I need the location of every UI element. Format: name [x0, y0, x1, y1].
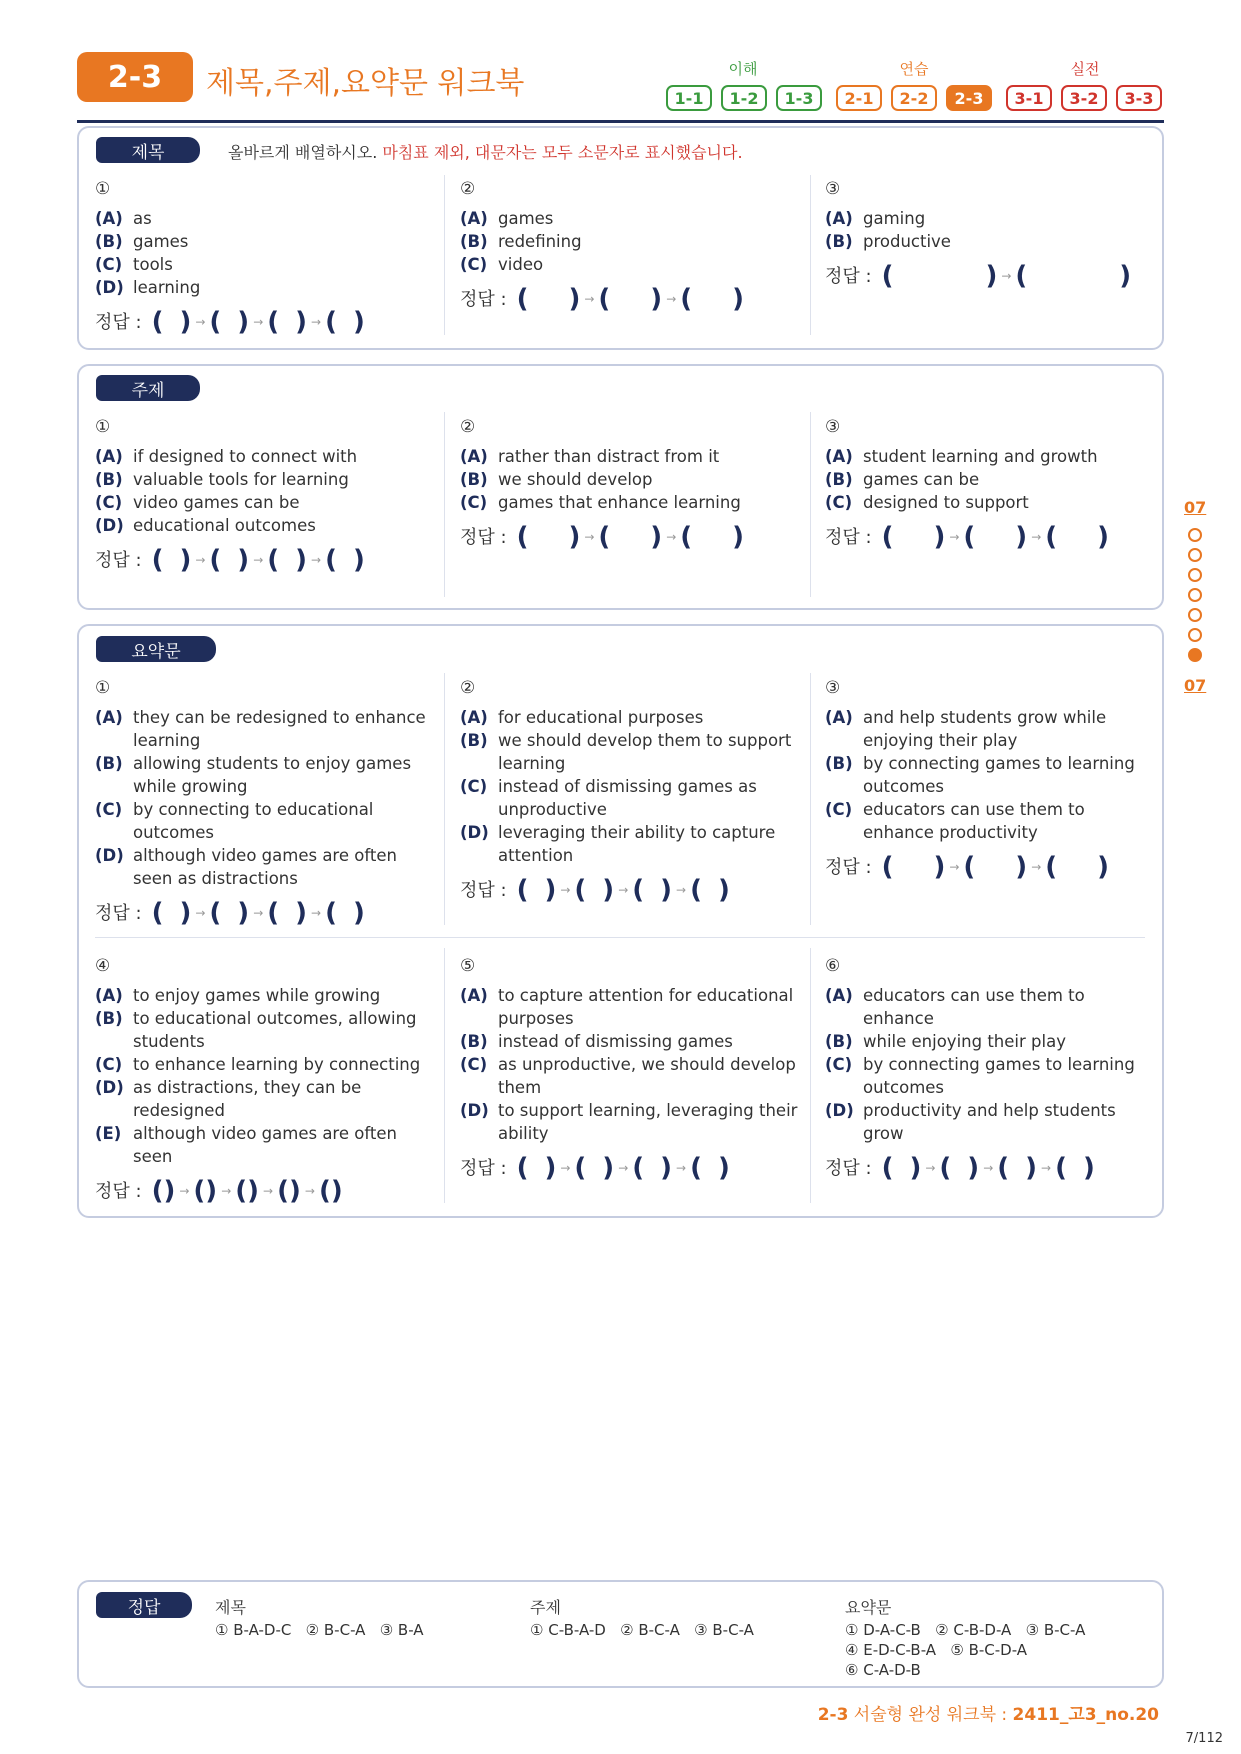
key-title-values: ① B-A-D-C ② B-C-A ③ B-A: [215, 1621, 424, 1639]
answer-label: 정답 :: [460, 1158, 507, 1179]
instruction-text: [228, 140, 743, 163]
theme-question-2: [460, 416, 800, 552]
option-text: although video games are often seen: [133, 1124, 397, 1166]
group-label-practice: 연습: [899, 60, 929, 78]
option-text: for educational purposes: [498, 708, 704, 727]
step-tab-1-3[interactable]: 1-3: [776, 85, 822, 111]
option-label: (B): [825, 1032, 853, 1051]
answer-label: 정답 :: [95, 903, 142, 924]
option-text: and help students grow while enjoying their play: [863, 708, 1107, 750]
option-label: (A): [460, 708, 488, 727]
question-number: ②: [460, 678, 476, 698]
option-label: (A): [825, 986, 853, 1005]
option-text: games: [133, 232, 189, 251]
option-label: (C): [460, 777, 488, 796]
answer-row[interactable]: 정답 : ( ) → ( ) → ( ) → ( ): [95, 898, 365, 928]
option-label: (B): [460, 470, 488, 489]
option-label: (C): [825, 493, 853, 512]
answer-key-tag: 정답: [96, 1592, 192, 1618]
column-divider: [810, 175, 811, 335]
summary-question-6: [825, 955, 1155, 1183]
option-item: [825, 445, 1155, 468]
answer-label: 정답 :: [460, 527, 507, 548]
page-number: 7/112: [1185, 1731, 1223, 1746]
option-text: educators can use them to enhance: [863, 986, 1085, 1028]
option-label: (A): [460, 209, 488, 228]
question-number: ②: [460, 179, 476, 199]
option-text: educational outcomes: [133, 516, 316, 535]
progress-dot-current: [1188, 648, 1202, 662]
answer-label: 정답 :: [825, 1158, 872, 1179]
option-label: (C): [825, 800, 853, 819]
progress-dot: [1188, 628, 1202, 642]
answer-label: 정답 :: [825, 266, 872, 287]
question-number: ①: [95, 417, 111, 437]
column-divider: [810, 948, 811, 1203]
option-text: by connecting games to learning outcomes: [863, 1055, 1135, 1097]
option-text: learning: [133, 278, 201, 297]
theme-section-tag: 주제: [96, 375, 200, 401]
option-item: [95, 1122, 435, 1168]
group-label-understand: 이해: [728, 60, 758, 78]
summary-question-4: [95, 955, 435, 1206]
option-item: [460, 1030, 800, 1053]
title-question-2: [460, 178, 800, 314]
option-text: by connecting games to learning outcomes: [863, 754, 1135, 796]
answer-row[interactable]: 정답 : ( ) → ( ) → ( ) → ( ): [95, 307, 365, 337]
option-label: (D): [95, 278, 124, 297]
option-item: [825, 798, 1155, 844]
step-tab-3-1[interactable]: 3-1: [1006, 85, 1052, 111]
instruction-main: 올바르게 배열하시오.: [228, 143, 378, 162]
option-text: tools: [133, 255, 173, 274]
progress-dot: [1188, 588, 1202, 602]
progress-dot: [1188, 528, 1202, 542]
option-label: (A): [95, 986, 123, 1005]
step-tab-3-2[interactable]: 3-2: [1061, 85, 1107, 111]
option-item: [460, 207, 800, 230]
option-item: [460, 468, 800, 491]
column-divider: [444, 673, 445, 925]
option-label: (A): [825, 708, 853, 727]
option-text: they can be redesigned to enhance learning: [133, 708, 426, 750]
option-text: by connecting to educational outcomes: [133, 800, 374, 842]
page-title: 제목,주제,요약문 워크북: [206, 66, 525, 101]
option-item: [460, 491, 800, 514]
option-text: as distractions, they can be redesigned: [133, 1078, 362, 1120]
option-text: redefining: [498, 232, 582, 251]
option-label: (B): [825, 470, 853, 489]
option-text: productive: [863, 232, 951, 251]
column-divider: [444, 412, 445, 597]
column-divider: [444, 175, 445, 335]
option-item: [95, 1007, 435, 1053]
option-text: while enjoying their play: [863, 1032, 1066, 1051]
step-tab-2-1[interactable]: 2-1: [836, 85, 882, 111]
question-number: ①: [95, 179, 111, 199]
option-item: [825, 468, 1155, 491]
answer-row[interactable]: 정답 : ( ) → ( ) → ( ) → ( ) → ( ): [95, 1176, 343, 1206]
option-text: designed to support: [863, 493, 1029, 512]
option-item: [825, 984, 1155, 1030]
summary-question-3: [825, 677, 1155, 882]
option-text: games can be: [863, 470, 980, 489]
option-label: (D): [460, 823, 489, 842]
option-item: [95, 706, 435, 752]
step-tab-1-1[interactable]: 1-1: [666, 85, 712, 111]
option-item: [95, 844, 435, 890]
column-divider: [810, 412, 811, 597]
step-tab-2-2[interactable]: 2-2: [891, 85, 937, 111]
option-label: (D): [95, 846, 124, 865]
option-label: (B): [95, 754, 123, 773]
option-item: [460, 775, 800, 821]
footer-code: 2411_고3_no.20: [1012, 1705, 1159, 1725]
summary-question-1: [95, 677, 435, 928]
question-number: ⑤: [460, 956, 476, 976]
option-label: (C): [95, 1055, 123, 1074]
option-item: [95, 514, 435, 537]
answer-row[interactable]: 정답 : ( ) → ( ) → ( ): [460, 284, 745, 314]
question-number: ③: [825, 179, 841, 199]
answer-label: 정답 :: [95, 1181, 142, 1202]
option-label: (B): [825, 232, 853, 251]
answer-row[interactable]: 정답 : ( ) → ( ) → ( ) → ( ): [460, 1153, 730, 1183]
answer-row[interactable]: 정답 : ( ) → ( ) → ( ): [460, 522, 745, 552]
option-item: [95, 468, 435, 491]
option-label: (C): [460, 1055, 488, 1074]
title-question-1: [95, 178, 435, 337]
option-item: [95, 253, 435, 276]
option-text: to support learning, leveraging their ability: [498, 1101, 798, 1143]
option-label: (A): [460, 447, 488, 466]
option-item: [460, 821, 800, 867]
key-title-heading: 제목: [215, 1598, 246, 1617]
option-item: [460, 1053, 800, 1099]
option-item: [460, 1099, 800, 1145]
option-text: instead of dismissing games as unproductive: [498, 777, 757, 819]
option-item: [825, 1053, 1155, 1099]
answer-row[interactable]: 정답 : ( ) → ( ) → ( ) → ( ): [460, 875, 730, 905]
option-item: [95, 1053, 435, 1076]
summary-section-tag: 요약문: [96, 636, 216, 662]
option-label: (E): [95, 1124, 122, 1143]
answer-row[interactable]: 정답 : ( ) → ( ) → ( ) → ( ): [95, 545, 365, 575]
row-divider: [95, 937, 1145, 938]
option-text: gaming: [863, 209, 926, 228]
option-label: (C): [95, 493, 123, 512]
summary-question-5: [460, 955, 800, 1183]
option-item: [95, 798, 435, 844]
lesson-badge: 2-3: [77, 52, 193, 102]
option-item: [825, 752, 1155, 798]
option-item: [460, 230, 800, 253]
option-label: (D): [95, 1078, 124, 1097]
theme-question-3: [825, 416, 1155, 552]
option-item: [460, 706, 800, 729]
option-item: [95, 207, 435, 230]
chapter-index-bottom: 07: [1184, 676, 1207, 695]
option-text: student learning and growth: [863, 447, 1098, 466]
option-item: [95, 491, 435, 514]
option-text: rather than distract from it: [498, 447, 720, 466]
option-text: to enjoy games while growing: [133, 986, 381, 1005]
step-tab-1-2[interactable]: 1-2: [721, 85, 767, 111]
answer-label: 정답 :: [95, 312, 142, 333]
question-number: ③: [825, 678, 841, 698]
theme-question-1: [95, 416, 435, 575]
column-divider: [444, 948, 445, 1203]
summary-question-2: [460, 677, 800, 905]
option-item: [95, 230, 435, 253]
option-item: [95, 752, 435, 798]
question-number: ③: [825, 417, 841, 437]
option-text: as unproductive, we should develop them: [498, 1055, 796, 1097]
option-label: (B): [95, 232, 123, 251]
option-text: video: [498, 255, 544, 274]
option-text: to educational outcomes, allowing students: [133, 1009, 417, 1051]
option-label: (A): [460, 986, 488, 1005]
option-text: educators can use them to enhance productivity: [863, 800, 1085, 842]
chapter-index-top: 07: [1184, 498, 1207, 517]
footer-mid: 서술형 완성 워크북 :: [848, 1705, 1013, 1725]
option-text: we should develop: [498, 470, 653, 489]
title-section-tag: 제목: [96, 137, 200, 163]
answer-label: 정답 :: [825, 527, 872, 548]
option-label: (B): [460, 731, 488, 750]
option-item: [825, 1099, 1155, 1145]
answer-row[interactable]: 정답 : ( ) → ( ) → ( ): [825, 522, 1110, 552]
option-item: [460, 984, 800, 1030]
title-question-3: [825, 178, 1155, 291]
key-summary-values-2: ④ E-D-C-B-A ⑤ B-C-D-A: [845, 1641, 1028, 1659]
option-item: [825, 207, 1155, 230]
option-label: (A): [95, 447, 123, 466]
option-text: we should develop them to support learning: [498, 731, 792, 773]
option-item: [460, 445, 800, 468]
question-number: ④: [95, 956, 111, 976]
option-text: games that enhance learning: [498, 493, 741, 512]
option-item: [95, 984, 435, 1007]
progress-dot: [1188, 608, 1202, 622]
answer-row[interactable]: 정답 : ( ) → ( ) → ( ): [825, 852, 1110, 882]
footer-text: [818, 1700, 1159, 1725]
footer-prefix: 2-3: [817, 1705, 849, 1725]
key-summary-heading: 요약문: [845, 1598, 892, 1617]
option-text: instead of dismissing games: [498, 1032, 733, 1051]
option-item: [460, 253, 800, 276]
option-text: to enhance learning by connecting: [133, 1055, 421, 1074]
option-text: games: [498, 209, 554, 228]
option-text: productivity and help students grow: [863, 1101, 1116, 1143]
progress-dot: [1188, 548, 1202, 562]
option-label: (B): [95, 1009, 123, 1028]
option-text: although video games are often seen as distractions: [133, 846, 397, 888]
question-number: ①: [95, 678, 111, 698]
option-label: (C): [460, 255, 488, 274]
key-theme-heading: 주제: [530, 1598, 561, 1617]
option-label: (B): [825, 754, 853, 773]
answer-label: 정답 :: [460, 880, 507, 901]
option-text: allowing students to enjoy games while growing: [133, 754, 412, 796]
option-label: (B): [95, 470, 123, 489]
option-label: (D): [95, 516, 124, 535]
option-text: leveraging their ability to capture attention: [498, 823, 776, 865]
answer-row[interactable]: 정답 : ( ) → ( ): [825, 261, 1132, 291]
question-number: ⑥: [825, 956, 841, 976]
option-label: (B): [460, 1032, 488, 1051]
column-divider: [810, 673, 811, 925]
option-label: (A): [95, 209, 123, 228]
step-tab-3-3[interactable]: 3-3: [1116, 85, 1162, 111]
option-item: [95, 276, 435, 299]
option-label: (A): [95, 708, 123, 727]
group-label-real: 실전: [1070, 60, 1100, 78]
option-text: if designed to connect with: [133, 447, 358, 466]
option-text: to capture attention for educational purposes: [498, 986, 794, 1028]
option-item: [825, 491, 1155, 514]
key-summary-values-1: ① D-A-C-B ② C-B-D-A ③ B-C-A: [845, 1621, 1086, 1639]
option-item: [825, 1030, 1155, 1053]
option-item: [460, 729, 800, 775]
key-summary-values-3: ⑥ C-A-D-B: [845, 1661, 921, 1679]
option-label: (A): [825, 447, 853, 466]
option-label: (C): [95, 800, 123, 819]
option-label: (C): [460, 493, 488, 512]
answer-row[interactable]: 정답 : ( ) → ( ) → ( ) → ( ): [825, 1153, 1095, 1183]
option-label: (C): [95, 255, 123, 274]
option-label: (D): [825, 1101, 854, 1120]
option-label: (A): [825, 209, 853, 228]
option-item: [95, 1076, 435, 1122]
option-text: as: [133, 209, 152, 228]
progress-dot: [1188, 568, 1202, 582]
instruction-note: 마침표 제외, 대문자는 모두 소문자로 표시했습니다.: [377, 143, 743, 162]
step-tab-2-3[interactable]: 2-3: [946, 85, 992, 111]
key-theme-values: ① C-B-A-D ② B-C-A ③ B-C-A: [530, 1621, 754, 1639]
header-divider: [77, 120, 1164, 123]
question-number: ②: [460, 417, 476, 437]
option-item: [825, 706, 1155, 752]
answer-label: 정답 :: [95, 550, 142, 571]
option-label: (C): [825, 1055, 853, 1074]
option-item: [825, 230, 1155, 253]
option-item: [95, 445, 435, 468]
option-label: (D): [460, 1101, 489, 1120]
option-label: (B): [460, 232, 488, 251]
answer-label: 정답 :: [460, 289, 507, 310]
option-text: valuable tools for learning: [133, 470, 349, 489]
answer-label: 정답 :: [825, 857, 872, 878]
option-text: video games can be: [133, 493, 300, 512]
